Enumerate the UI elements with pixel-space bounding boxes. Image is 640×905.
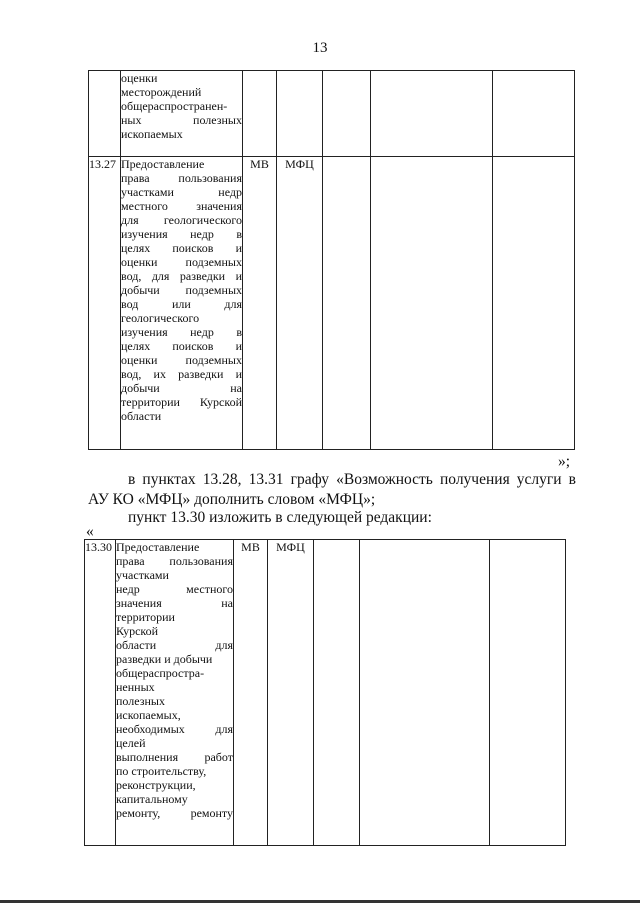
row-number [89, 71, 121, 157]
description-line: оценки [121, 71, 158, 85]
description-line: необходимых для [116, 722, 233, 736]
description-line: месторождений [121, 85, 202, 99]
empty-cell [323, 157, 371, 450]
description-line: ископаемых, [116, 708, 181, 722]
description-line: общераспростра- [116, 666, 205, 680]
description-line: Предоставление [121, 157, 205, 171]
description-line: участками [116, 568, 169, 582]
scan-bottom-edge [0, 900, 640, 903]
service-description [121, 71, 243, 157]
description-line: значения на [116, 596, 233, 610]
description-line: добычи на [121, 381, 242, 395]
table-row [89, 71, 575, 157]
description-line: общераспространен- [121, 99, 228, 113]
description-line: разведки и добычи [116, 652, 213, 666]
description-line: территории [116, 610, 175, 624]
description-line: вод или для [121, 297, 242, 311]
code-cell: МФЦ [268, 540, 314, 846]
description-line: ненных [116, 680, 155, 694]
table-row [89, 157, 575, 450]
description-line: ремонту, ремонту [116, 806, 233, 820]
description-line: выполнения работ [116, 750, 233, 764]
description-line: Предоставление [116, 540, 200, 554]
description-line: целях поисков и [121, 241, 242, 255]
code-cell [277, 71, 323, 157]
description-line: целях поисков и [121, 339, 242, 353]
empty-cell [371, 71, 493, 157]
description-line: вод, их разведки и [121, 367, 242, 381]
services-table-top [88, 70, 575, 450]
empty-cell [323, 71, 371, 157]
page-number: 13 [312, 40, 328, 56]
row-number: 13.30 [85, 540, 116, 846]
description-line: для геологического [121, 213, 242, 227]
description-line: полезных [116, 694, 165, 708]
description-line: геологического [121, 311, 200, 325]
service-description [116, 540, 234, 846]
description-line: ископаемых [121, 127, 183, 141]
description-line: изучения недр в [121, 325, 242, 339]
description-line: добычи подземных [121, 283, 242, 297]
services-table-bottom [84, 539, 566, 846]
code-cell [243, 71, 277, 157]
code-cell: МВ [243, 157, 277, 450]
description-line: права пользования [116, 554, 233, 568]
empty-cell [493, 157, 575, 450]
description-line: вод, для разведки и [121, 269, 242, 283]
amendment-paragraph-1-cont: АУ КО «МФЦ» дополнить словом «МФЦ»; [88, 491, 376, 508]
empty-cell [360, 540, 490, 846]
description-line: местного значения [121, 199, 242, 213]
table-row [85, 540, 566, 846]
description-line: недр местного [116, 582, 233, 596]
description-line: ных полезных [121, 113, 242, 127]
empty-cell [493, 71, 575, 157]
description-line: капитальному [116, 792, 188, 806]
empty-cell [371, 157, 493, 450]
amendment-paragraph-1: в пунктах 13.28, 13.31 графу «Возможность получения услуги в [128, 471, 576, 488]
amendment-paragraph-2: пункт 13.30 изложить в следующей редакции: [128, 509, 432, 526]
row-number: 13.27 [89, 157, 121, 450]
description-line: области [121, 409, 162, 423]
description-line: права пользования [121, 171, 242, 185]
opening-quote: « [86, 523, 94, 540]
closing-quote: »; [558, 453, 571, 470]
empty-cell [490, 540, 566, 846]
description-line: участками недр [121, 185, 242, 199]
code-cell: МВ [234, 540, 268, 846]
description-line: целей [116, 736, 146, 750]
description-line: реконструкции, [116, 778, 196, 792]
empty-cell [314, 540, 360, 846]
service-description [121, 157, 243, 450]
description-line: оценки подземных [121, 255, 242, 269]
description-line: области для [116, 638, 233, 652]
description-line: Курской [116, 624, 159, 638]
description-line: территории Курской [121, 395, 242, 409]
description-line: оценки подземных [121, 353, 242, 367]
code-cell: МФЦ [277, 157, 323, 450]
description-line: изучения недр в [121, 227, 242, 241]
description-line: по строительству, [116, 764, 207, 778]
